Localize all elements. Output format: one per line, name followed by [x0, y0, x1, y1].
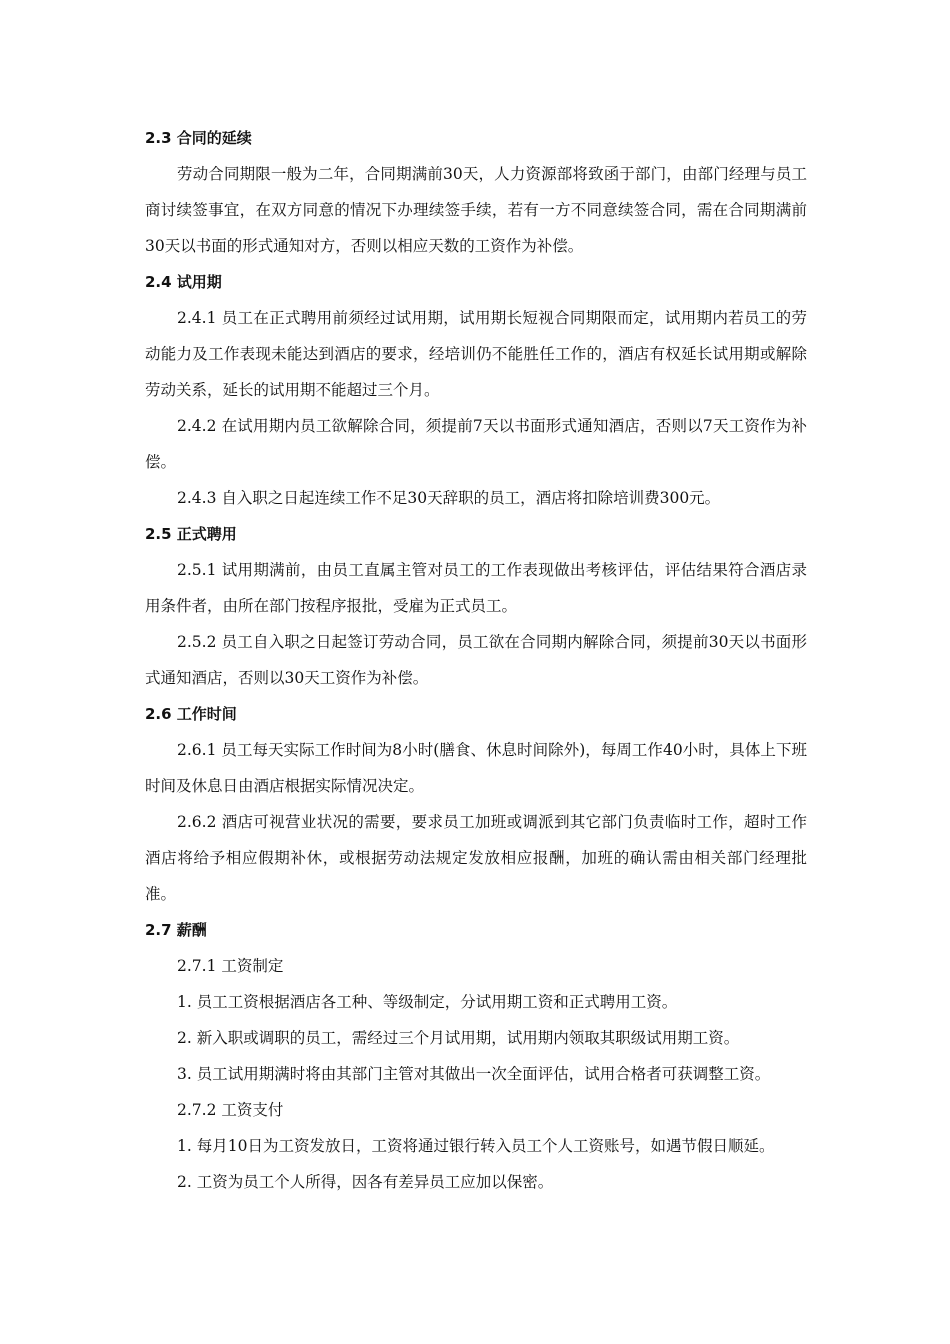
section-heading-2-4: 2.4 试用期: [145, 273, 222, 291]
list-item-2-7-1-2: 2. 新入职或调职的员工，需经过三个月试用期，试用期内领取其职级试用期工资。: [177, 1029, 740, 1047]
paragraph-2-4-1: 2.4.1 员工在正式聘用前须经过试用期，试用期长短视合同期限而定，试用期内若员工的劳动能力及工作表现未能达到酒店的要求，经培训仍不能胜任工作的，酒店有权延长试用期或解除劳动关系，延长的试用期不能超过三个月。: [145, 309, 807, 399]
paragraph-2-5-2: 2.5.2 员工自入职之日起签订劳动合同，员工欲在合同期内解除合同，须提前30天以书面形式通知酒店，否则以30天工资作为补偿。: [145, 633, 807, 687]
list-item-2-7-1-3: 3. 员工试用期满时将由其部门主管对其做出一次全面评估，试用合格者可获调整工资。: [177, 1065, 771, 1083]
list-item-2-7-2-1: 1. 每月10日为工资发放日，工资将通过银行转入员工个人工资账号，如遇节假日顺延。: [177, 1137, 775, 1155]
subheading-2-7-1: 2.7.1 工资制定: [177, 957, 284, 975]
section-heading-2-5: 2.5 正式聘用: [145, 525, 237, 543]
subheading-2-7-2: 2.7.2 工资支付: [177, 1101, 284, 1119]
paragraph-2-4-3: 2.4.3 自入职之日起连续工作不足30天辞职的员工，酒店将扣除培训费300元。: [177, 489, 721, 507]
paragraph-2-5-1: 2.5.1 试用期满前，由员工直属主管对员工的工作表现做出考核评估，评估结果符合酒店录用条件者，由所在部门按程序报批，受雇为正式员工。: [145, 561, 807, 615]
section-heading-2-6: 2.6 工作时间: [145, 705, 237, 723]
list-item-2-7-1-1: 1. 员工工资根据酒店各工种、等级制定，分试用期工资和正式聘用工资。: [177, 993, 678, 1011]
paragraph-2-6-2: 2.6.2 酒店可视营业状况的需要，要求员工加班或调派到其它部门负责临时工作，超时工作酒店将给予相应假期补休，或根据劳动法规定发放相应报酬，加班的确认需由相关部门经理批准。: [145, 813, 807, 903]
section-heading-2-3: 2.3 合同的延续: [145, 129, 252, 147]
paragraph-contract-renewal: 劳动合同期限一般为二年，合同期满前30天，人力资源部将致函于部门，由部门经理与员工商讨续签事宜，在双方同意的情况下办理续签手续，若有一方不同意续签合同，需在合同期满前30天以书面的形式通知对方，否则以相应天数的工资作为补偿。: [145, 165, 807, 255]
list-item-2-7-2-2: 2. 工资为员工个人所得，因各有差异员工应加以保密。: [177, 1173, 554, 1191]
paragraph-2-6-1: 2.6.1 员工每天实际工作时间为8小时(膳食、休息时间除外)，每周工作40小时，具体上下班时间及休息日由酒店根据实际情况决定。: [145, 741, 807, 795]
document-body: [145, 120, 807, 1200]
section-heading-2-7: 2.7 薪酬: [145, 921, 207, 939]
paragraph-2-4-2: 2.4.2 在试用期内员工欲解除合同，须提前7天以书面形式通知酒店，否则以7天工资作为补偿。: [145, 417, 807, 471]
